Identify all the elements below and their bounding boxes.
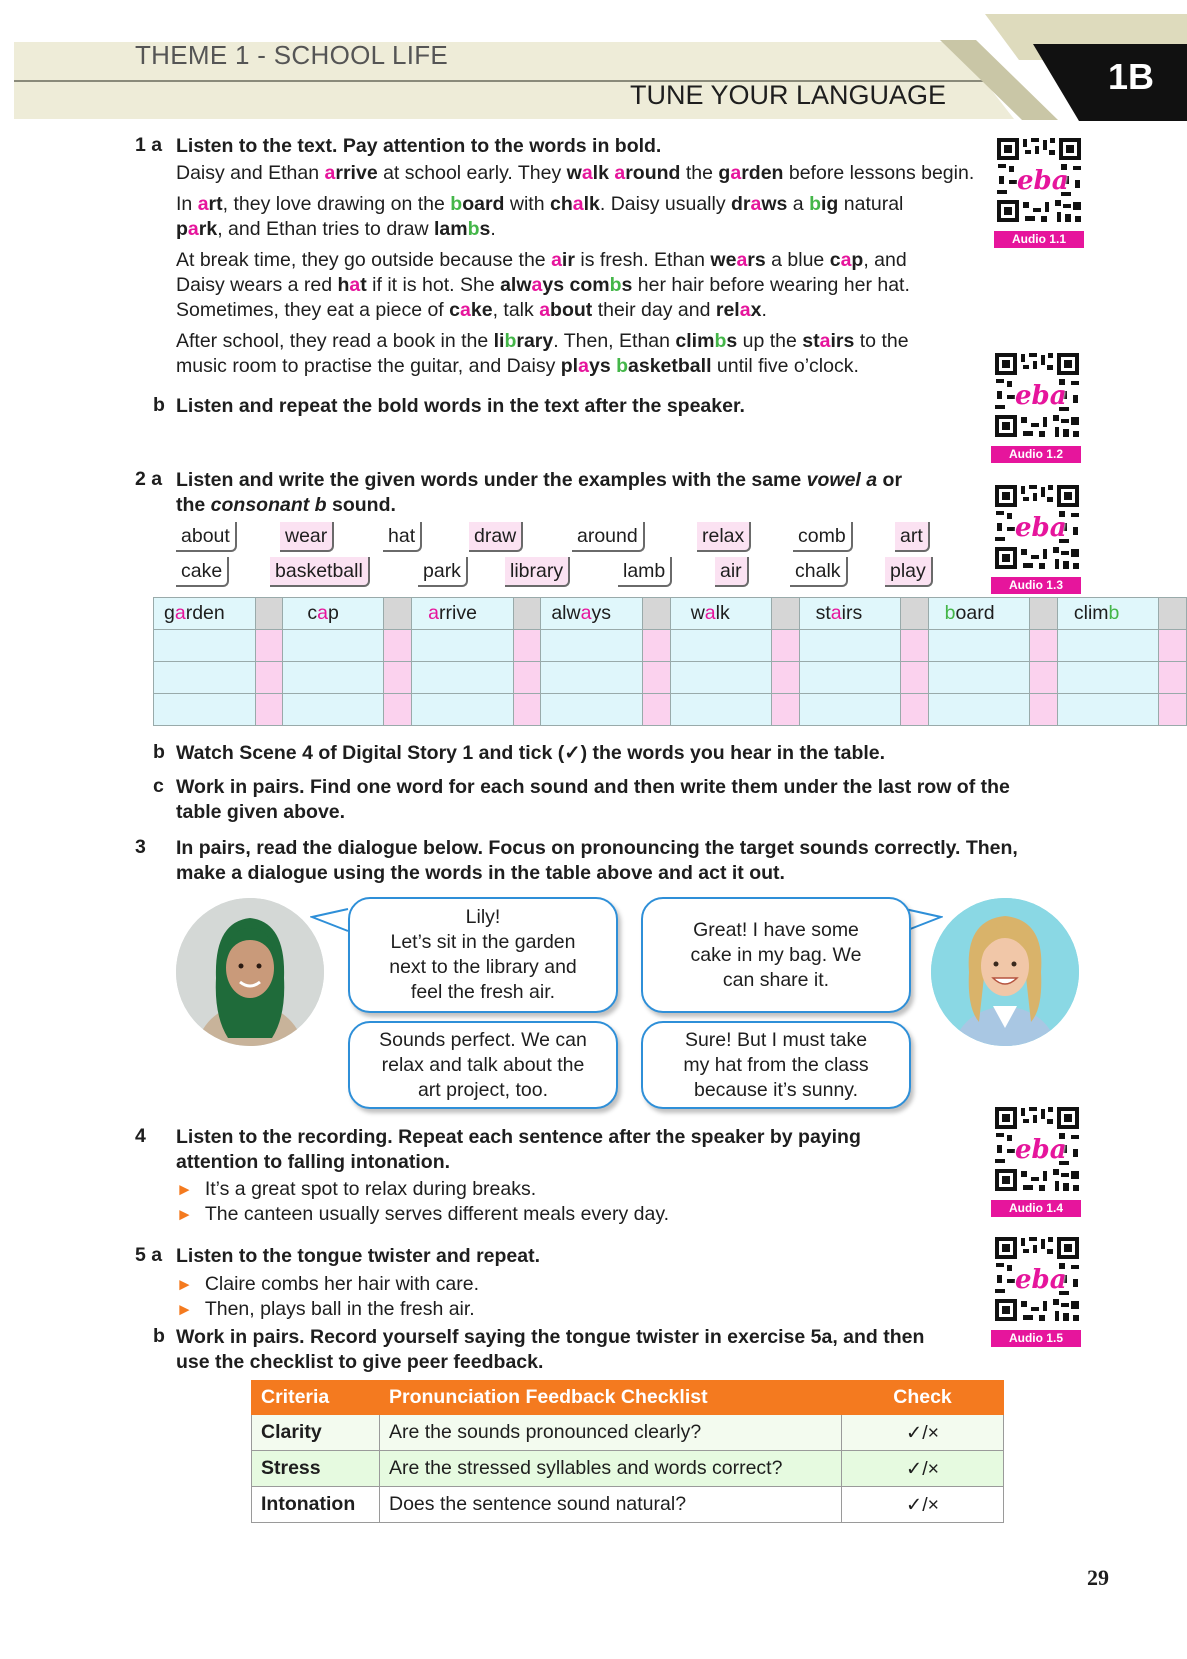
theme-title: THEME 1 - SCHOOL LIFE [135,40,449,70]
audio-label-1-2: Audio 1.2 [991,446,1081,463]
instruction-line: make a dialogue using the words in the table above and act it out. [176,862,785,884]
arrow-bullet-icon: ► [176,1275,193,1294]
tick-cell[interactable] [642,694,670,726]
checklist-row [252,1487,1004,1523]
list-item-text: Then, plays ball in the fresh air. [204,1298,475,1320]
instruction-text: the [176,494,211,516]
tick-cell[interactable] [771,662,799,694]
word-tag: chalk [790,557,848,587]
sound-header: arrive [412,598,513,630]
tick-cell [900,598,928,630]
write-cell[interactable] [1057,694,1158,726]
word-tag: play [885,557,933,587]
qr-code-audio-1-4[interactable] [993,1105,1081,1193]
write-cell[interactable] [799,630,900,662]
word-tag: cake [176,557,229,587]
tick-cell [513,598,541,630]
list-item-text: The canteen usually serves different meals every day. [204,1203,670,1225]
bubble-line: because it’s sunny. [693,1078,859,1101]
write-cell[interactable] [1057,662,1158,694]
tick-cell[interactable] [1030,630,1058,662]
sound-header: climb [1057,598,1158,630]
reading-paragraph-3: At break time, they go outside because the air is fresh. Ethan wears a blue cap, and Daisy wears a red hat if it is hot. She always combs her hair before wearing her hat. Sometimes, they eat a piece of cake, talk about their day and relax. [176,249,910,321]
list-item [176,1202,669,1227]
word-tag: relax [697,522,751,552]
bubble-text [379,1028,587,1103]
arrow-bullet-icon: ► [176,1180,193,1199]
eba-logo: eba [1015,381,1067,411]
exercise-4-instruction [176,1125,956,1175]
instruction-line: In pairs, read the dialogue below. Focus on pronouncing the target sounds correctly. Then, [176,837,1018,859]
write-cell[interactable] [283,662,384,694]
word-tag: art [895,522,930,552]
pronunciation-checklist [251,1380,1004,1523]
bubble-line: Sure! But I must take [684,1028,868,1051]
write-cell[interactable] [154,662,256,694]
word-tag: lamb [618,557,672,587]
column-header: Check [842,1381,1004,1415]
exercise-1b-instruction: Listen and repeat the bold words in the text after the speaker. [176,395,745,417]
bubble-line: Great! I have some [693,918,859,941]
tick-cell [1030,598,1058,630]
tick-cell[interactable] [513,694,541,726]
exercise-5b-instruction [176,1325,976,1375]
audio-label-1-3: Audio 1.3 [991,577,1081,594]
checklist-row [252,1415,1004,1451]
sound-header: board [928,598,1029,630]
write-cell[interactable] [283,694,384,726]
reading-text [176,161,976,379]
reading-paragraph-1: Daisy and Ethan arrive at school early. They walk around the garden before lessons begin. [176,162,975,184]
sound-table-row [154,694,1187,726]
question-cell: Are the sounds pronounced clearly? [380,1415,842,1451]
write-cell[interactable] [412,630,513,662]
instruction-text: sound. [326,494,396,516]
bubble-line: Sounds perfect. We can [379,1028,587,1051]
sound-header: garden [154,598,256,630]
tick-cell [771,598,799,630]
tick-cell[interactable] [900,630,928,662]
exercise-1b-letter: b [153,394,165,416]
sound-table-row [154,662,1187,694]
check-cell[interactable]: ✓/× [842,1415,1004,1451]
word-tag: air [715,557,749,587]
tick-cell[interactable] [1159,630,1187,662]
sound-table-header-row [154,598,1187,630]
tick-cell[interactable] [771,694,799,726]
write-cell[interactable] [1057,630,1158,662]
list-item [176,1272,479,1297]
sound-header: cap [283,598,384,630]
write-cell[interactable] [154,694,256,726]
word-tag: hat [383,522,422,552]
write-cell[interactable] [412,662,513,694]
write-cell[interactable] [541,694,643,726]
write-cell[interactable] [928,662,1029,694]
word-tag: library [505,557,570,587]
bubble-line: Lily! [465,906,501,928]
write-cell[interactable] [541,630,643,662]
tick-cell[interactable] [384,662,412,694]
exercise-2b-instruction: Watch Scene 4 of Digital Story 1 and tick (✓) the words you hear in the table. [176,742,886,764]
criteria-cell: Intonation [252,1487,380,1523]
instruction-text: Listen and write the given words under the examples with the same [176,469,807,491]
instruction-emphasis: vowel a [806,469,878,491]
tick-cell[interactable] [1159,662,1187,694]
check-cell[interactable]: ✓/× [842,1451,1004,1487]
tick-cell[interactable] [513,662,541,694]
audio-label-1-5: Audio 1.5 [991,1330,1081,1347]
tick-cell[interactable] [255,694,283,726]
exercise-4-number: 4 [135,1125,146,1147]
instruction-line: Listen to the recording. Repeat each sentence after the speaker by paying [176,1126,861,1148]
instruction-line: Work in pairs. Record yourself saying the tongue twister in exercise 5a, and then [176,1326,925,1348]
girl-hijab-avatar [176,898,324,1046]
tick-cell[interactable] [1030,662,1058,694]
word-tag: wear [280,522,334,552]
tick-cell[interactable] [642,630,670,662]
tick-cell[interactable] [513,630,541,662]
eba-logo: eba [1015,1135,1067,1165]
page-number: 29 [1087,1565,1109,1590]
arrow-bullet-icon: ► [176,1300,193,1319]
speech-bubble-friend-reply [641,1021,911,1109]
bubble-tail [310,905,350,935]
word-tag: draw [469,522,523,552]
bubble-line: can share it. [722,968,830,991]
tick-cell [642,598,670,630]
exercise-1a-number: 1 a [135,134,163,156]
instruction-line: use the checklist to give peer feedback. [176,1351,544,1373]
qr-code-audio-1-1[interactable] [995,136,1083,224]
exercise-2b-letter: b [153,741,165,763]
qr-code-audio-1-3[interactable] [993,483,1081,571]
reading-paragraph-4: After school, they read a book in the library. Then, Ethan climbs up the stairs to the music room to practise the guitar, and Daisy plays basketball until five o’clock. [176,330,909,377]
tick-cell [255,598,283,630]
bubble-line: Let’s sit in the garden [390,931,576,953]
list-item-text: Claire combs her hair with care. [204,1273,480,1295]
tick-cell[interactable] [900,662,928,694]
write-cell[interactable] [670,630,771,662]
tick-cell[interactable] [384,694,412,726]
bubble-line: relax and talk about the [381,1053,585,1076]
speech-bubble-lily [348,897,618,1013]
word-tag: park [418,557,468,587]
tick-cell[interactable] [771,630,799,662]
sound-table [153,597,1187,726]
bubble-text [683,1028,868,1103]
arrow-bullet-icon: ► [176,1205,193,1224]
list-item [176,1297,479,1322]
instruction-line: table given above. [176,801,346,823]
sound-header: stairs [799,598,900,630]
eba-logo: eba [1017,166,1069,196]
write-cell[interactable] [283,630,384,662]
tick-cell[interactable] [900,694,928,726]
exercise-2c-letter: c [153,775,164,797]
bubble-line: next to the library and [389,956,577,978]
tick-cell[interactable] [255,630,283,662]
exercise-5b-letter: b [153,1325,165,1347]
exercise-5a-number: 5 a [135,1244,163,1266]
tick-cell[interactable] [384,630,412,662]
list-item-text: It’s a great spot to relax during breaks. [204,1178,537,1200]
tick-cell[interactable] [642,662,670,694]
question-cell: Are the stressed syllables and words correct? [380,1451,842,1487]
list-item [176,1177,669,1202]
exercise-3-instruction [176,836,1076,886]
tick-cell[interactable] [1030,694,1058,726]
bubble-text [389,905,577,1005]
sound-table-row [154,630,1187,662]
exercise-5a-list [176,1272,479,1322]
write-cell[interactable] [154,630,256,662]
question-cell: Does the sentence sound natural? [380,1487,842,1523]
qr-code-audio-1-2[interactable] [993,351,1081,439]
tick-cell[interactable] [255,662,283,694]
eba-logo: eba [1015,1265,1067,1295]
word-tag: basketball [270,557,370,587]
audio-label-1-1: Audio 1.1 [994,231,1084,248]
instruction-text: or [877,469,903,491]
bubble-line: feel the fresh air. [410,981,556,1003]
bubble-line: my hat from the class [683,1053,869,1076]
speech-bubble-friend [641,897,911,1013]
exercise-5a-instruction: Listen to the tongue twister and repeat. [176,1245,541,1267]
bubble-line: art project, too. [417,1078,549,1101]
bubble-text [691,918,862,993]
word-tag: about [176,522,237,552]
write-cell[interactable] [670,662,771,694]
criteria-cell: Stress [252,1451,380,1487]
write-cell[interactable] [928,694,1029,726]
qr-code-audio-1-5[interactable] [993,1235,1081,1323]
eba-logo: eba [1015,513,1067,543]
checklist-header [252,1381,1004,1415]
exercise-3-number: 3 [135,836,146,858]
girl-blonde-avatar [931,898,1079,1046]
exercise-2a-instruction [176,468,956,518]
word-tag: comb [793,522,853,552]
exercise-4-list [176,1177,669,1227]
reading-paragraph-2: In art, they love drawing on the board with chalk. Daisy usually draws a big natural park, and Ethan tries to draw lambs. [176,193,904,240]
column-header: Pronunciation Feedback Checklist [380,1381,842,1415]
write-cell[interactable] [670,694,771,726]
sound-header: walk [670,598,771,630]
section-title: TUNE YOUR LANGUAGE [630,80,947,110]
exercise-2a-number: 2 a [135,468,163,490]
tick-cell [1159,598,1187,630]
criteria-cell: Clarity [252,1415,380,1451]
speech-bubble-lily-reply [348,1021,618,1109]
sound-header: always [541,598,643,630]
write-cell[interactable] [799,694,900,726]
unit-code: 1B [1108,56,1155,97]
tick-cell [384,598,412,630]
instruction-line: Work in pairs. Find one word for each sound and then write them under the last row of the [176,776,1010,798]
write-cell[interactable] [412,694,513,726]
check-cell[interactable]: ✓/× [842,1487,1004,1523]
tick-cell[interactable] [1159,694,1187,726]
column-header: Criteria [252,1381,380,1415]
exercise-1a-instruction: Listen to the text. Pay attention to the words in bold. [176,135,662,157]
write-cell[interactable] [541,662,643,694]
write-cell[interactable] [799,662,900,694]
audio-label-1-4: Audio 1.4 [991,1200,1081,1217]
exercise-2c-instruction [176,775,1076,825]
instruction-emphasis: consonant b [210,494,327,516]
write-cell[interactable] [928,630,1029,662]
checklist-row [252,1451,1004,1487]
instruction-line: attention to falling intonation. [176,1151,451,1173]
word-tag: around [572,522,645,552]
bubble-line: cake in my bag. We [690,943,862,966]
